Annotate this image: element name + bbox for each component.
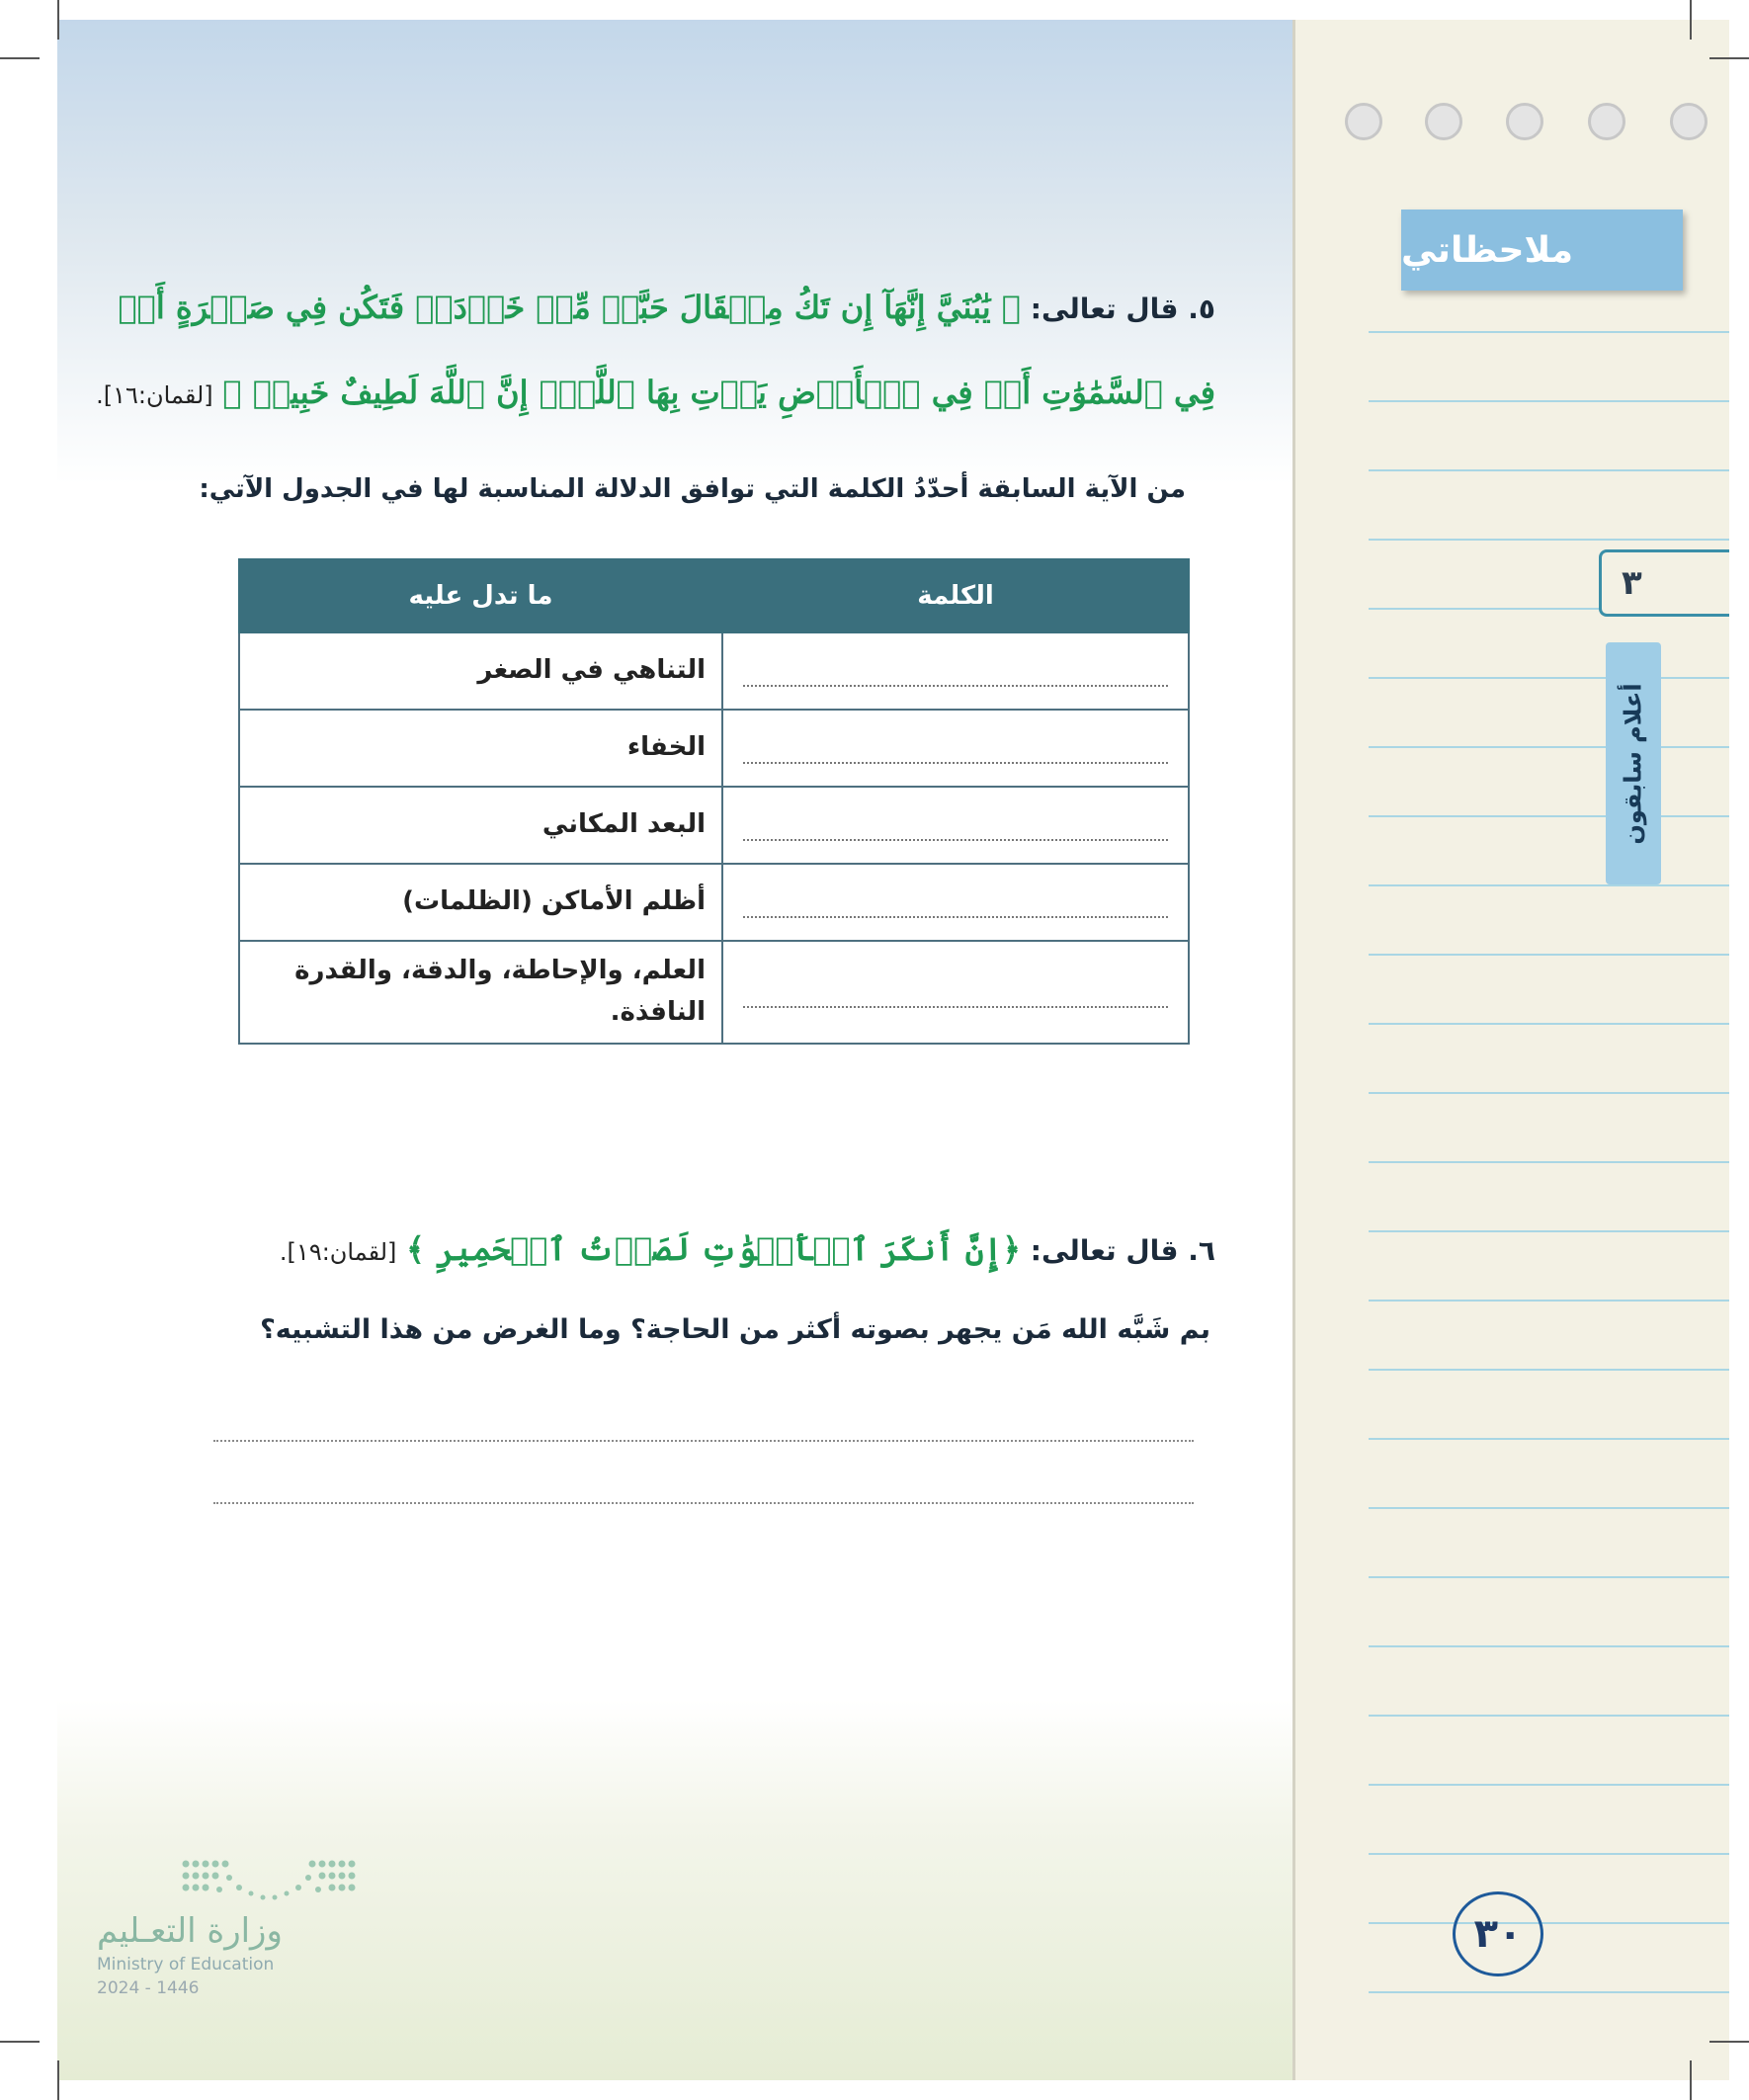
crop-mark (0, 57, 40, 59)
note-line (1369, 469, 1729, 471)
table-row (239, 864, 1189, 941)
table-row (239, 632, 1189, 710)
note-line (1369, 1300, 1729, 1302)
q6-verse: ﴿إِنَّ أَنكَرَ ٱلۡأَصۡوَٰتِ لَصَوۡتُ ٱلۡحَمِيرِ ﴾ (406, 1230, 1021, 1268)
word-answer-field[interactable] (722, 632, 1189, 710)
page-number: ٣٠ (1453, 1891, 1543, 1976)
note-line (1369, 1991, 1729, 1993)
table-row (239, 710, 1189, 787)
col-word-header: الكلمة (722, 559, 1189, 632)
q6-line (280, 1230, 1215, 1268)
unit-number: ٣ (1599, 549, 1729, 617)
table-row (239, 787, 1189, 864)
note-line (1369, 884, 1729, 886)
table-row (239, 941, 1189, 1044)
worksheet-page (57, 20, 1292, 2080)
note-line (1369, 331, 1729, 333)
word-answer-field[interactable] (722, 787, 1189, 864)
note-line (1369, 1853, 1729, 1855)
note-line (1369, 1922, 1729, 1924)
word-answer-field[interactable] (722, 941, 1189, 1044)
note-line (1369, 400, 1729, 402)
binder-hole (1425, 103, 1462, 140)
note-line (1369, 1023, 1729, 1025)
col-meaning-header: ما تدل عليه (239, 559, 722, 632)
note-line (1369, 1576, 1729, 1578)
answer-line[interactable] (213, 1438, 1194, 1442)
note-line (1369, 1092, 1729, 1094)
meaning-cell: التناهي في الصغر (239, 632, 722, 710)
meaning-cell: أظلم الأماكن (الظلمات) (239, 864, 722, 941)
q5-reference: [لقمان:١٦]. (96, 381, 213, 409)
note-line (1369, 1507, 1729, 1509)
ministry-name-ar: وزارة التعـليم (97, 1911, 283, 1951)
q6-prefix: ٦. قال تعالى: (1030, 1234, 1215, 1267)
note-line (1369, 1438, 1729, 1440)
note-line (1369, 1784, 1729, 1786)
note-line (1369, 539, 1729, 541)
meaning-cell: الخفاء (239, 710, 722, 787)
answer-line[interactable] (213, 1500, 1194, 1504)
crop-mark (1709, 2041, 1749, 2043)
note-line (1369, 954, 1729, 956)
crop-mark (1709, 57, 1749, 59)
note-line (1369, 677, 1729, 679)
q5-line1 (118, 289, 1215, 326)
unit-label: أعلام سابقون (1620, 682, 1647, 845)
crop-mark (57, 0, 59, 40)
ministry-year: 2024 - 1446 (97, 1978, 200, 1998)
binder-hole (1345, 103, 1382, 140)
crop-mark (0, 2041, 40, 2043)
q5-verse-line2: فِي ٱلسَّمَٰوَٰتِ أَوۡ فِي ٱلۡأَرۡضِ يَأۡتِ بِهَا ٱللَّهُۚ إِنَّ ٱللَّهَ لَطِيفٌ خَبِيرٞ ﴾ (222, 374, 1215, 411)
ministry-emblem-icon (180, 1858, 358, 1903)
note-line (1369, 815, 1729, 817)
meaning-cell: العلم، والإحاطة، والدقة، والقدرة النافذة. (239, 941, 722, 1044)
crop-mark (1690, 0, 1692, 40)
table-header-row (239, 559, 1189, 632)
binder-hole (1588, 103, 1625, 140)
notes-title: ملاحظاتي (1401, 210, 1683, 291)
word-answer-field[interactable] (722, 864, 1189, 941)
notes-panel (1292, 20, 1729, 2080)
word-answer-field[interactable] (722, 710, 1189, 787)
crop-mark (1690, 2060, 1692, 2100)
q5-prefix: ٥. قال تعالى: (1030, 293, 1215, 325)
ministry-name-en: Ministry of Education (97, 1955, 275, 1974)
q5-verse-line1: ﴿ يَٰبُنَيَّ إِنَّهَآ إِن تَكُ مِثۡقَالَ حَبَّةٖ مِّنۡ خَرۡدَلٖ فَتَكُن فِي صَخۡرَةٍ أَوۡ (118, 289, 1021, 326)
q6-reference: [لقمان:١٩]. (279, 1238, 397, 1266)
q5-instruction: من الآية السابقة أحدّدُ الكلمة التي توافق الدلالة المناسبة لها في الجدول الآتي: (199, 474, 1186, 504)
crop-mark (57, 2060, 59, 2100)
binder-hole (1670, 103, 1707, 140)
note-line (1369, 1230, 1729, 1232)
note-line (1369, 746, 1729, 748)
note-line (1369, 1161, 1729, 1163)
words-table (238, 558, 1190, 1045)
meaning-cell: البعد المكاني (239, 787, 722, 864)
q5-line2 (96, 374, 1215, 411)
binder-hole (1506, 103, 1543, 140)
note-line (1369, 1645, 1729, 1647)
q6-question: بم شَبَّه الله مَن يجهر بصوته أكثر من الحاجة؟ وما الغرض من هذا التشبيه؟ (260, 1314, 1210, 1345)
note-line (1369, 1369, 1729, 1371)
unit-label-tab (1606, 642, 1661, 884)
note-line (1369, 1715, 1729, 1717)
